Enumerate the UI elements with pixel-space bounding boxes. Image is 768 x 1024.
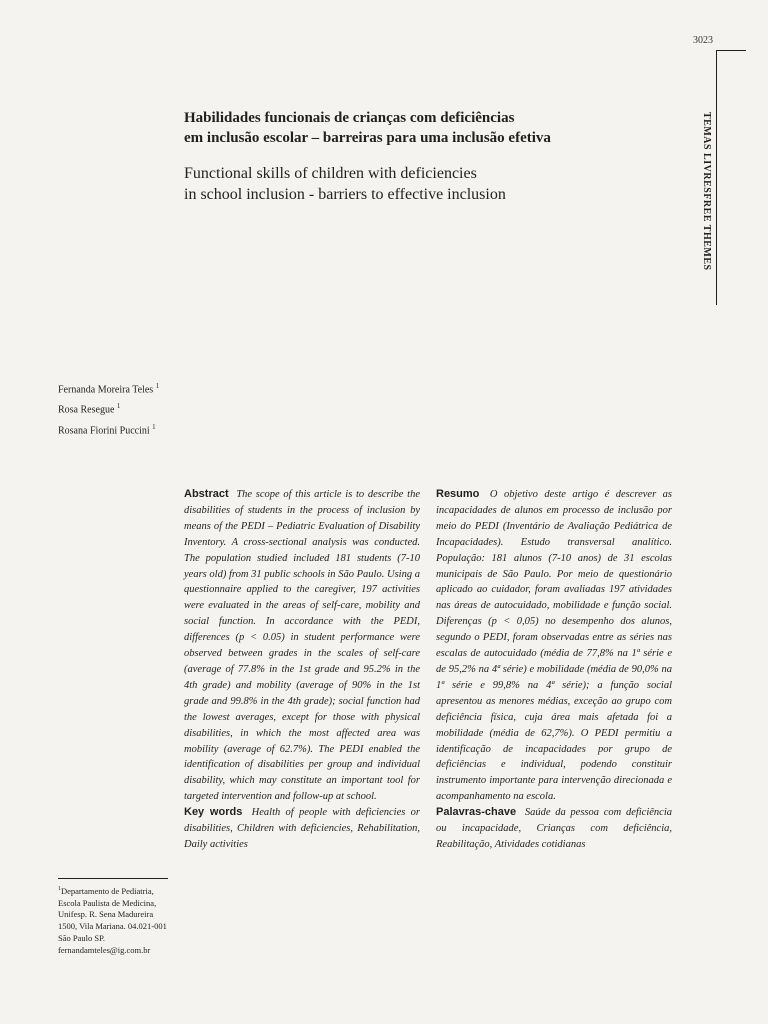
section-label-pt: TEMAS LIVRES xyxy=(701,112,712,194)
resumo-heading: Resumo xyxy=(436,488,480,500)
author-name: Rosana Fiorini Puccini xyxy=(58,424,150,436)
palavras-chave-heading: Palavras-chave xyxy=(436,806,517,819)
author xyxy=(58,398,159,418)
header-rule-horizontal xyxy=(716,50,746,51)
section-label-en: FREE THEMES xyxy=(701,193,712,271)
author-name: Rosa Resegue xyxy=(58,404,115,416)
author-affiliation: 1 xyxy=(155,382,160,390)
footnote-institution: Departamento de Pediatria, Escola Paulista de Medicina, Unifesp. R. Sena Madureira 1500, Vila Mariana. 04.021-001 São Paulo SP. xyxy=(58,885,167,944)
abstract-block xyxy=(184,487,420,805)
resumo-block xyxy=(436,487,672,805)
keywords-text: Health of people with deficiencies or disabilities, Children with deficiencies, Rehabilitation, Daily activities xyxy=(184,807,420,850)
abstract-heading: Abstract xyxy=(184,488,229,500)
resumo-text: O objetivo deste artigo é descrever as incapacidades de alunos em processo de inclusão por meio do PEDI (Inventário de Avaliação Pediátrica de Incapacidades). Estudo transversal analítico. População: 181 alunos (7-10 anos) de 31 escolas municipais de São Paulo. Por meio de questionário aplicado ao cuidador, foram avaliadas 197 atividades nas áreas de autocuidado, mobilidade e função social. Diferenças (p < 0,05) no desempenho dos alunos, segundo o PEDI, foram observadas entre as séries nas escalas de autocuidado (média de 77,8% na 1ª série e de 95,2% na 4ª série) e mobilidade (média de 90,0% na 1ª série e 99,8% na 4ª série); a função social apresentou as menores médias, exceção ao grupo com deficiência física, cuja área mais afetada foi a mobilidade (média de 62,7%). O PEDI permitiu a identificação de incapacidades por grupo de deficiências e individual, podendo constituir instrumento importante para intervenção direcionada e acompanhamento na escola. xyxy=(436,489,673,803)
palavras-chave-block xyxy=(436,805,672,853)
title-portuguese xyxy=(184,108,654,148)
footnote-rule xyxy=(58,878,168,879)
title-english xyxy=(184,163,654,205)
footnote-marker: 1 xyxy=(58,886,61,892)
title-en-line-2: in school inclusion - barriers to effective inclusion xyxy=(184,186,506,203)
title-en-line-1: Functional skills of children with deficiencies xyxy=(184,165,477,182)
footnote-email: fernandamteles@ig.com.br xyxy=(58,944,151,955)
section-label xyxy=(700,112,712,271)
title-pt-line-2: em inclusão escolar – barreiras para uma inclusão efetiva xyxy=(184,130,551,146)
author-name: Fernanda Moreira Teles xyxy=(58,384,154,396)
author-affiliation: 1 xyxy=(116,402,121,411)
abstract-column xyxy=(184,487,420,853)
title-pt-line-1: Habilidades funcionais de crianças com deficiências xyxy=(184,110,515,126)
author xyxy=(58,378,159,398)
resumo-column xyxy=(436,487,672,853)
author xyxy=(58,419,159,439)
page-number: 3023 xyxy=(693,35,713,46)
abstract-text: The scope of this article is to describe the disabilities of students in the process of inclusion by means of the PEDI – Pediatric Evaluation of Disability Inventory. A cross-sectional analysis was conducted. The population studied included 181 students (7-10 years old) from 31 public schools in São Paulo. Using a questionnaire applied to the caregiver, 197 activities were evaluated in the areas of self-care, mobility and social function. In accordance with the PEDI, differences (p < 0.05) in student performance were observed between grades in the scales of self-care (average of 77.8% in the 1st grade and 95.2% in the 4th grade) and mobility (average of 90% in the 1st grade and 99.8% in the 4th grade); social function had the lowest averages, except for those with physical disabilities, in which the most affected area was mobility (average of 62.7%). The PEDI enabled the identification of disabilities per group and individual disability, which may constitute an important tool for targeted intervention and follow-up at school. xyxy=(184,489,420,803)
author-list xyxy=(58,378,159,439)
palavras-chave-text: Saúde da pessoa com deficiência ou incapacidade, Crianças com deficiência, Reabilitação, Atividades cotidianas xyxy=(436,807,673,850)
keywords-block xyxy=(184,805,420,853)
header-rule-vertical xyxy=(716,50,717,305)
footnote xyxy=(58,884,168,957)
author-affiliation: 1 xyxy=(152,422,156,431)
keywords-heading: Key words xyxy=(184,806,243,819)
